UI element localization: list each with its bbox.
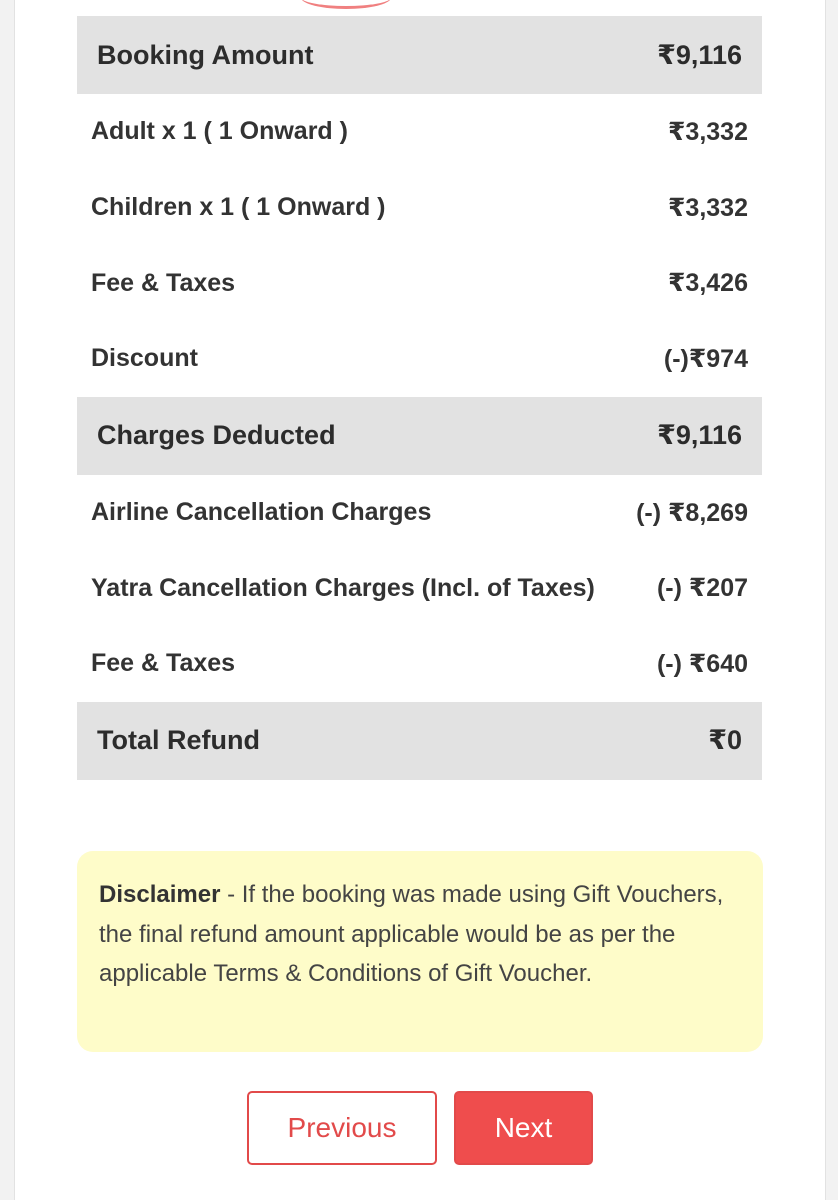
charge-label: Yatra Cancellation Charges (Incl. of Taxes) [91, 573, 595, 602]
charges-deducted-label: Charges Deducted [97, 420, 336, 451]
refund-summary-card [14, 0, 826, 1200]
breakdown-amount: (-)₹974 [663, 344, 748, 373]
disclaimer-title: Disclaimer [99, 881, 221, 908]
charges-deducted-row [77, 397, 762, 475]
booking-amount-value: ₹9,116 [657, 39, 742, 70]
next-button[interactable]: Next [454, 1091, 593, 1165]
total-refund-value: ₹0 [708, 725, 742, 756]
breakdown-label: Discount [91, 344, 198, 373]
annotation-mark [301, 0, 391, 9]
breakdown-amount: ₹3,332 [668, 117, 748, 146]
charge-amount: (-) ₹640 [656, 649, 748, 678]
breakdown-label: Children x 1 ( 1 Onward ) [91, 193, 386, 222]
charge-row-fee-taxes [77, 626, 762, 702]
breakdown-amount: ₹3,426 [668, 269, 748, 298]
charge-row-airline [77, 475, 762, 551]
charge-row-yatra [77, 550, 762, 626]
breakdown-row-discount [77, 321, 762, 397]
refund-breakdown-table [77, 16, 762, 780]
breakdown-label: Adult x 1 ( 1 Onward ) [91, 117, 348, 146]
disclaimer-text: - If the booking was made using Gift Vouchers, the final refund amount applicable would be as per the applicable Terms & Conditions of Gift Voucher. [99, 881, 724, 987]
breakdown-row-children [77, 170, 762, 246]
breakdown-label: Fee & Taxes [91, 268, 236, 297]
booking-amount-label: Booking Amount [97, 39, 314, 70]
previous-button[interactable]: Previous [247, 1091, 437, 1165]
charge-amount: (-) ₹207 [656, 574, 748, 603]
breakdown-amount: ₹3,332 [668, 193, 748, 222]
charge-amount: (-) ₹8,269 [636, 498, 748, 527]
breakdown-row-adult [77, 94, 762, 170]
breakdown-row-fee-taxes [77, 245, 762, 321]
charge-label: Airline Cancellation Charges [91, 498, 432, 527]
total-refund-label: Total Refund [97, 725, 260, 756]
booking-amount-row [77, 16, 762, 94]
total-refund-row [77, 702, 762, 780]
charges-deducted-value: ₹9,116 [657, 420, 742, 451]
disclaimer-box [77, 851, 763, 1052]
charge-label: Fee & Taxes [91, 649, 236, 678]
